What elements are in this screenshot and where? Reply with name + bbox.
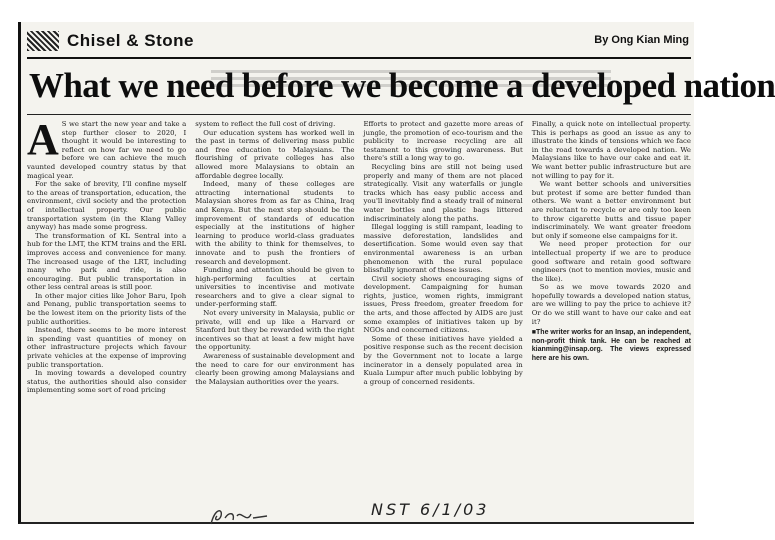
paragraph: We want better schools and universities but protest if some are better funded than others. We want a better environment but are reluctant to recycle or are only too keen to throw cigarette butts and tissue paper indiscriminately. We want greater freedom but only if someone else campaigns for it. xyxy=(531,180,691,240)
paragraph: Indeed, many of these colleges are attracting international students to Malaysian shores from as far as China, Iraq and Kenya. But the next step should be the improvement of standards of education especially at the institutions of higher learning to produce world-class graduates with the ability to think for themselves, to innovate and to push the frontiers of research and development. xyxy=(195,180,355,266)
paragraph: Funding and attention should be given to high-performing faculties at certain universities to incentivise and motivate researchers and to give a clear signal to under-performing staff. xyxy=(195,266,355,309)
paragraph: system to reflect the full cost of driving. xyxy=(195,120,336,128)
paragraph: Civil society shows encouraging signs of development. Campaigning for human rights, justice, women rights, immigrant issues, Press freedom, greater freedom for the arts, and those affected by AIDS are just some examples of initiatives taken up by NGOs and concerned citizens. xyxy=(363,274,523,335)
paragraph: Awareness of sustainable development and the need to care for our environment has clearly been growing among Malaysians and the Malaysian authorities over the years. xyxy=(195,352,355,386)
author-bio: ■ The writer works for an Insap, an independent, non-profit think tank. He can be reached at kianming@insap.org. The views expressed here are his own. xyxy=(532,329,691,363)
paragraph: In moving towards a developed country status, the authorities should also consider implementing some sort of road pricing xyxy=(27,369,187,395)
paragraph: Our education system has worked well in the past in terms of delivering mass public and free education to Malaysians. The flourishing of private colleges has also allowed more Malaysians to obtain an affordable degree locally. xyxy=(195,128,355,180)
newspaper-clipping xyxy=(18,22,775,524)
article-column-2 xyxy=(195,120,354,500)
paragraph: Not every university in Malaysia, public or private, will end up like a Harvard or Stanford but they be rewarded with the right incentives so that at least a few might have the opportunity. xyxy=(195,309,355,352)
paragraph: For the sake of brevity, I'll confine myself to the areas of transportation, education, the environment, civil society and the protection of intellectual property. Our public transportation system (in the Klang Valley anyway) has made some progress. xyxy=(27,180,187,232)
paragraph: Finally, a quick note on intellectual property. This is perhaps as good an issue as any to illustrate the kinds of tensions which we face in the road towards a developed nation. We Malaysians like to have our cake and eat it. We want better public infrastructure but are not willing to pay for it. xyxy=(531,120,691,180)
paragraph: Some of these initiatives have yielded a positive response such as the recent decision by the Government not to locate a large incinerator in a densely populated area in Kuala Lumpur after much public lobbying by a group of concerned residents. xyxy=(363,334,523,386)
paragraph: Efforts to protect and gazette more areas of jungle, the promotion of eco-tourism and the publicity to increase recycling are all testament to this growing awareness. But there's still a long way to go. xyxy=(363,120,523,163)
handwritten-source-note: NST 6/1/03 xyxy=(371,500,490,519)
paragraph: Instead, there seems to be more interest in spending vast quantities of money on other infrastructure projects which favour private vehicles at the expense of improving public transportation. xyxy=(27,326,187,369)
paragraph: The transformation of KL Sentral into a hub for the LMT, the KTM trains and the ERL improves access and convenience for many. The increased usage of the LRT, including many who park and ride, is also encouraging. But public transportation in other less central areas is still poor. xyxy=(27,231,187,292)
column-name: Chisel & Stone xyxy=(27,28,194,54)
paragraph: We need proper protection for our intellectual property if we are to produce good software and retain good software engineers (not to mention movies, music and the like). xyxy=(531,240,691,283)
paragraph: In other major cities like Johor Baru, Ipoh and Penang, public transportation seems to be the lowest item on the priority lists of the public authorities. xyxy=(27,291,187,326)
drop-cap: A xyxy=(27,115,59,164)
signature-scribble xyxy=(207,504,277,530)
column-header xyxy=(27,28,691,56)
headline: What we need before we become a developed nation xyxy=(29,66,775,105)
paragraph: Illegal logging is still rampant, leading to massive deforestation, landslides and desertification. Some would even say that environmental awareness is an urban phenomenon with the rural populace blissfully ignorant of these issues. xyxy=(363,223,523,275)
article-column-3 xyxy=(364,120,523,500)
header-rule xyxy=(27,57,691,59)
article-column-4 xyxy=(532,120,691,500)
byline: By Ong Kian Ming xyxy=(594,34,689,46)
article-body xyxy=(27,115,691,500)
paragraph: S we start the new year and take a step further closer to 2020, I thought it would be interesting to reflect on how far we need to go before we can achieve the much vaunted developed country status by that magical year. xyxy=(27,120,187,180)
headline-rule xyxy=(27,114,691,115)
paragraph: So as we move towards 2020 and hopefully towards a developed nation status, are we willing to pay the price to achieve it? Or do we still want to have our cake and eat it? xyxy=(531,283,691,326)
paragraph: Recycling bins are still not being used properly and many of them are not placed strategically. Visit any waterfalls or jungle tracks which has easy public access and you'll inevitably find a steady trail of mineral water bottles and plastic bags littered indiscriminately along the paths. xyxy=(363,162,523,223)
article-column-1 xyxy=(27,115,187,500)
